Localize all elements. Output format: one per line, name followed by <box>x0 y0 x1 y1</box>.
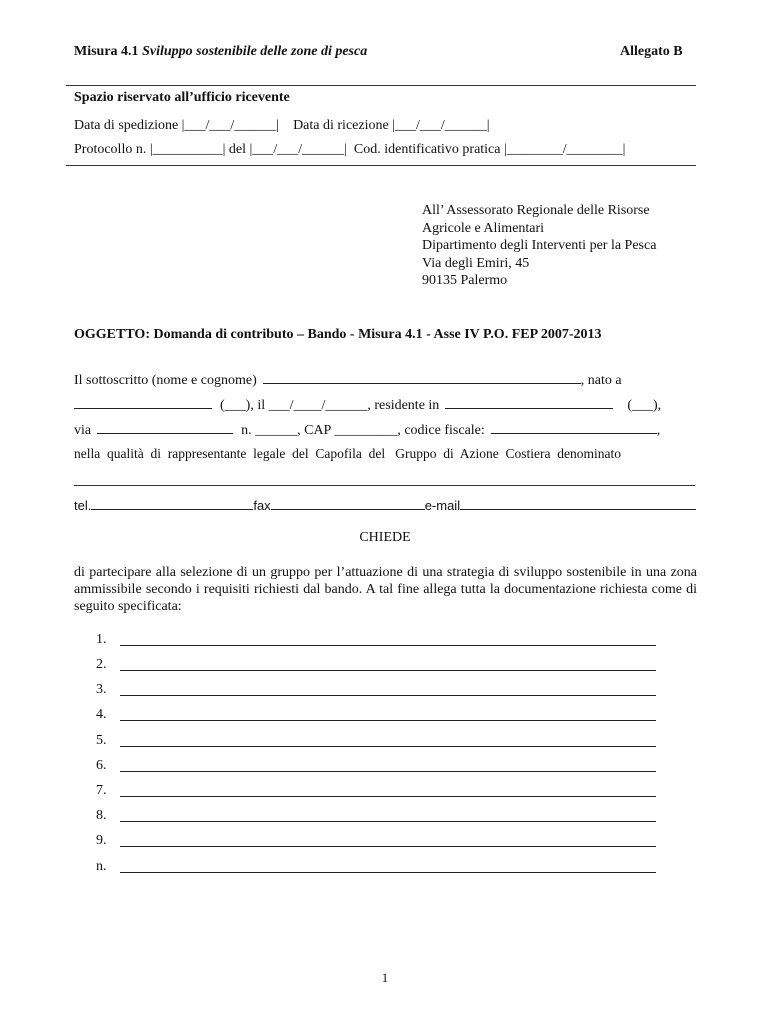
office-divider <box>66 165 696 166</box>
address-line: Via degli Emiri, 45 <box>422 255 530 271</box>
label-email: e-mail <box>424 498 461 513</box>
request-text: di partecipare alla selezione di un gruppo per l’attuazione di una strategia di sviluppo sostenibile in una zona ammissibile secondo i requisiti richiesti dal bando. A tal fine allega tutta la documentazione richiesta come di seguito specificata: <box>74 565 697 614</box>
address-line: All’ Assessorato Regionale delle Risorse <box>422 203 650 218</box>
form-line-birth <box>74 396 696 414</box>
recipient-address <box>422 202 656 290</box>
attachment-line[interactable] <box>120 746 656 747</box>
field-fax[interactable] <box>271 497 425 510</box>
label-birthdate-residence: (___), il ___/____/______, residente in <box>220 398 440 413</box>
office-section-title: Spazio riservato all’ufficio ricevente <box>74 90 290 105</box>
header-measure-title: Sviluppo sostenibile delle zone di pesca <box>142 44 368 59</box>
request-heading: CHIEDE <box>359 530 411 545</box>
address-line: 90135 Palermo <box>422 273 508 288</box>
form-line-role: nella qualità di rappresentante legale del Capofila del Gruppo di Azione Costiera denominato <box>74 446 621 461</box>
attachment-line[interactable] <box>120 645 656 646</box>
attachment-number: 5. <box>96 733 107 748</box>
form-line-contacts <box>74 497 696 513</box>
label-street: via <box>74 423 92 438</box>
field-full-name[interactable] <box>263 371 581 384</box>
field-gac-name[interactable] <box>74 485 695 486</box>
header-measure-number: Misura 4.1 <box>74 44 139 59</box>
attachment-number: 8. <box>96 808 107 823</box>
form-line-name <box>74 371 696 389</box>
field-birthplace[interactable] <box>74 396 212 409</box>
attachment-number: 3. <box>96 682 107 697</box>
label-tel: tel. <box>74 498 92 513</box>
attachment-line[interactable] <box>120 821 656 822</box>
attachment-line[interactable] <box>120 695 656 696</box>
header-annex: Allegato B <box>620 44 683 59</box>
field-street[interactable] <box>97 421 233 434</box>
header-measure <box>74 44 367 60</box>
attachment-line[interactable] <box>120 796 656 797</box>
field-residence[interactable] <box>445 396 613 409</box>
page-number: 1 <box>381 970 389 985</box>
office-dates-row: Data di spedizione |___/___/______| Data di ricezione |___/___/______| <box>74 118 490 133</box>
header-divider <box>66 85 696 86</box>
attachment-line[interactable] <box>120 670 656 671</box>
attachment-number: 4. <box>96 707 107 722</box>
field-email[interactable] <box>460 497 696 510</box>
attachment-line[interactable] <box>120 872 656 873</box>
address-line: Dipartimento degli Interventi per la Pesca <box>422 238 657 253</box>
label-born: , nato a <box>580 373 622 388</box>
field-tel[interactable] <box>91 497 253 510</box>
attachment-line[interactable] <box>120 771 656 772</box>
field-tax-code[interactable] <box>491 421 657 434</box>
attachment-number: 7. <box>96 783 107 798</box>
attachment-number: 9. <box>96 833 107 848</box>
form-line-address <box>74 421 696 439</box>
attachment-number: 6. <box>96 758 107 773</box>
attachment-line[interactable] <box>120 846 656 847</box>
attachment-number: 1. <box>96 632 107 647</box>
label-number-cap-cf: n. ______, CAP _________, codice fiscale: <box>241 423 485 438</box>
office-protocol-row: Protocollo n. |__________| del |___/___/______| Cod. identificativo pratica |________/________| <box>74 142 626 157</box>
attachment-number: 2. <box>96 657 107 672</box>
label-residence-province: (___), <box>627 398 662 413</box>
address-line: Agricole e Alimentari <box>422 220 545 236</box>
label-fax: fax <box>253 498 271 513</box>
label-name: Il sottoscritto (nome e cognome) <box>74 373 257 388</box>
attachment-number: n. <box>96 859 107 874</box>
attachment-line[interactable] <box>120 720 656 721</box>
label-comma: , <box>656 423 661 438</box>
subject-line: OGGETTO: Domanda di contributo – Bando - Misura 4.1 - Asse IV P.O. FEP 2007-2013 <box>74 327 602 342</box>
